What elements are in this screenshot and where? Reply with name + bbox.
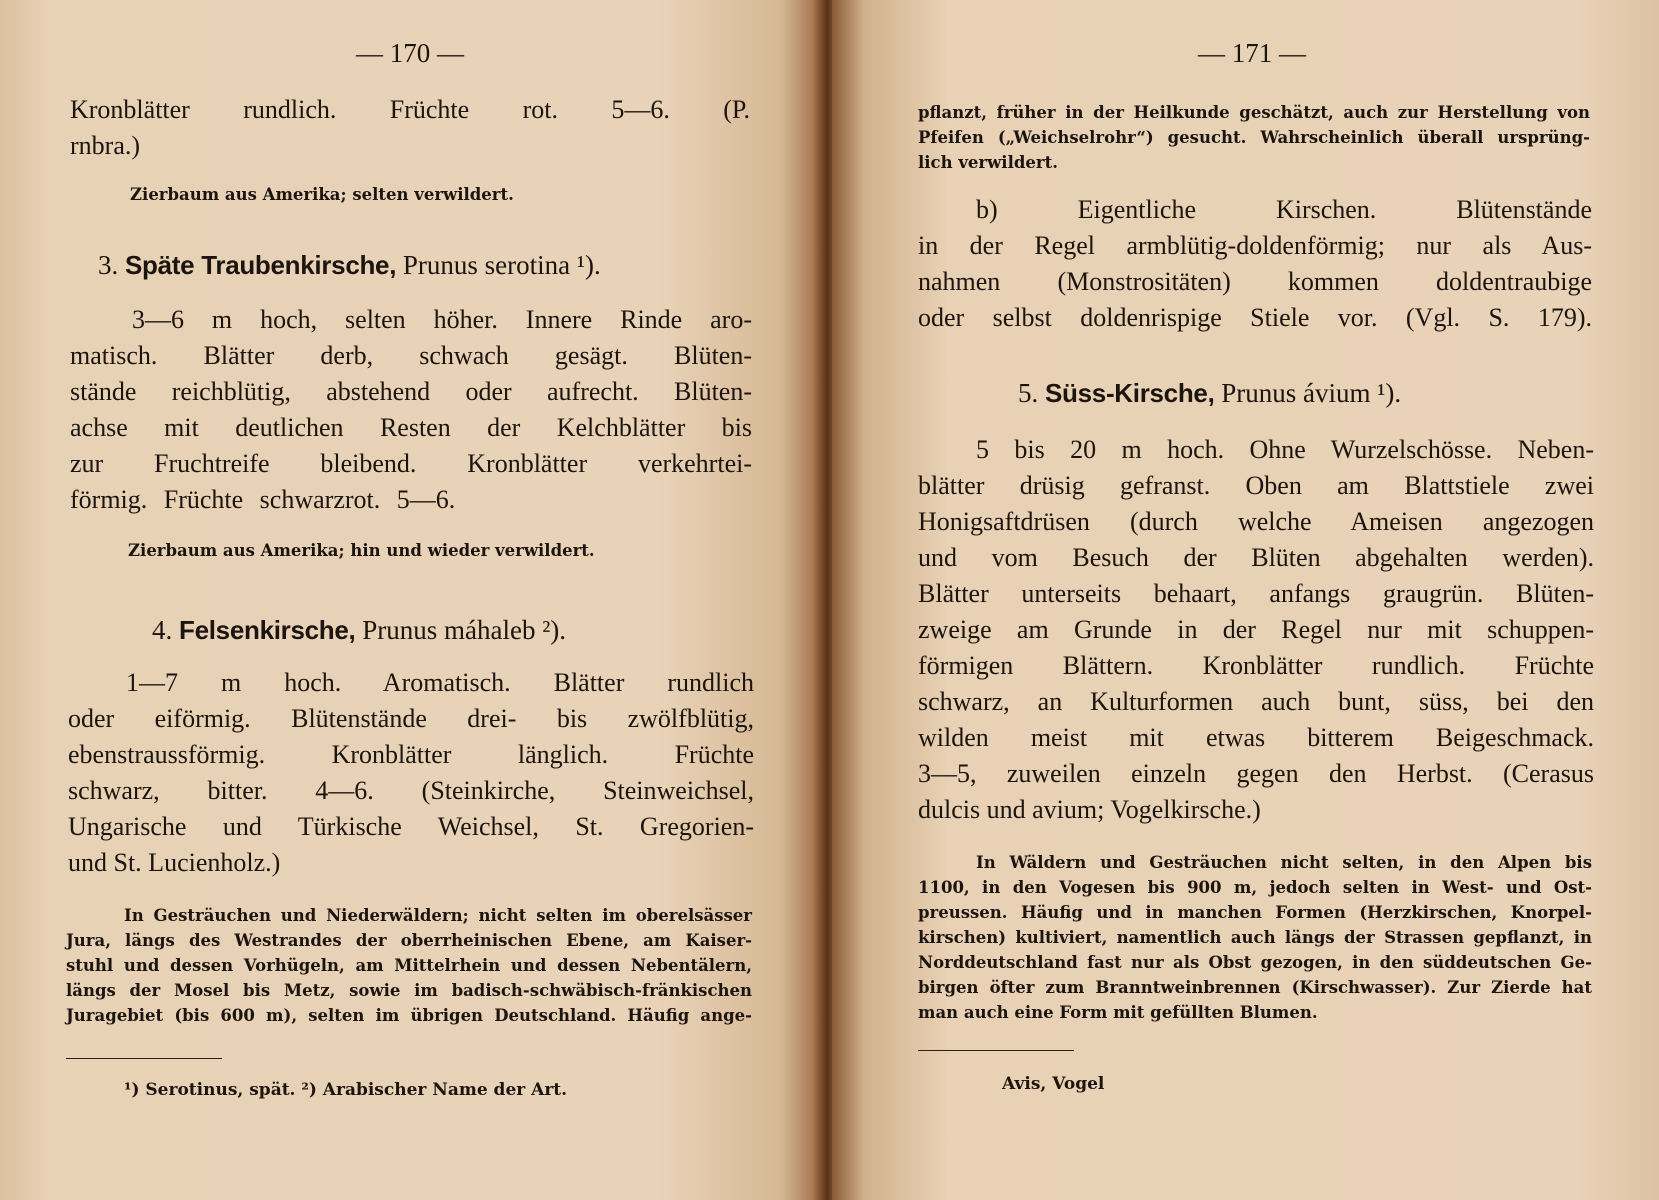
text-line: achse mit deutlichen Resten der Kelchblätter bis (70, 413, 752, 442)
text-line: pflanzt, früher in der Heilkunde geschätzt, auch zur Herstellung von (918, 103, 1590, 122)
text-line: ebenstraussförmig. Kronblätter länglich. Früchte (68, 740, 754, 769)
text-line: 3—5, zuweilen einzeln gegen den Herbst. (Cerasus (918, 759, 1594, 788)
text-line: Blätter unterseits behaart, anfangs graugrün. Blüten- (918, 579, 1594, 608)
text-line: oder eiförmig. Blütenstände drei- bis zwölfblütig, (68, 704, 754, 733)
footnote-rule (918, 1050, 1074, 1051)
text-line: dulcis und avium; Vogelkirsche.) (918, 795, 1261, 824)
entry-latin-name: Prunus serotina ¹). (402, 250, 601, 280)
entry-number: 4. (152, 615, 173, 645)
entry-4-description (68, 665, 754, 881)
entry-3-description (70, 302, 752, 518)
top-paragraph (70, 92, 750, 164)
text-line: schwarz, bitter. 4—6. (Steinkirche, Steinweichsel, (68, 776, 754, 805)
entry-latin-name: Prunus ávium ¹). (1221, 378, 1402, 408)
text-line: und St. Lucienholz.) (68, 848, 281, 877)
text-line: b) Eigentliche Kirschen. Blütenstände (976, 195, 1592, 224)
text-line: und vom Besuch der Blüten abgehalten werden). (918, 543, 1594, 572)
top-note (918, 100, 1590, 175)
text-line: stände reichblütig, abstehend oder aufrecht. Blüten- (70, 377, 752, 406)
text-line: in der Regel armblütig-doldenförmig; nur als Aus- (918, 231, 1592, 260)
entry-name: Späte Traubenkirsche, (125, 250, 397, 280)
entry-3-note: Zierbaum aus Amerika; hin und wieder verwildert. (128, 541, 595, 560)
text-line: 1100, in den Vogesen bis 900 m, jedoch selten in West- und Ost- (918, 878, 1592, 897)
text-line: preussen. Häufig und in manchen Formen (Herzkirschen, Knorpel- (918, 903, 1592, 922)
text-line: förmig. Früchte schwarzrot. 5—6. (70, 485, 456, 514)
text-line: nahmen (Monstrositäten) kommen doldentraubige (918, 267, 1592, 296)
text-line: Kronblätter rundlich. Früchte rot. 5—6. (P. (70, 95, 750, 124)
text-line: förmigen Blättern. Kronblätter rundlich. Früchte (918, 651, 1594, 680)
text-line: oder selbst doldenrispige Stiele vor. (Vgl. S. 179). (918, 303, 1592, 332)
text-line: 3—6 m hoch, selten höher. Innere Rinde aro- (132, 305, 752, 334)
footnote: Avis, Vogel (1002, 1074, 1105, 1094)
text-line: Honigsaftdrüsen (durch welche Ameisen angezogen (918, 507, 1594, 536)
footnote: ¹) Serotinus, spät. ²) Arabischer Name der Art. (124, 1080, 568, 1100)
entry-name: Felsenkirsche, (179, 615, 356, 645)
text-line: blätter drüsig gefranst. Oben am Blattstiele zwei (918, 471, 1594, 500)
text-line: In Gesträuchen und Niederwäldern; nicht selten im oberelsässer (124, 906, 752, 925)
text-line: 5 bis 20 m hoch. Ohne Wurzelschösse. Neben- (976, 435, 1594, 464)
text-line: rnbra.) (70, 131, 141, 160)
text-line: wilden meist mit etwas bitterem Beigeschmack. (918, 723, 1594, 752)
right-page (832, 0, 1659, 1200)
text-line: Pfeifen („Weichselrohr“) gesucht. Wahrscheinlich überall ursprüng- (918, 128, 1590, 147)
entry-4-heading (152, 615, 566, 646)
text-line: stuhl und dessen Vorhügeln, am Mittelrhein und dessen Nebentälern, (66, 956, 752, 975)
entry-4-note (66, 903, 752, 1028)
left-page (0, 0, 822, 1200)
entry-name: Süss-Kirsche, (1045, 378, 1215, 408)
text-line: lich verwildert. (918, 153, 1058, 172)
text-line: birgen öfter zum Branntweinbrennen (Kirschwasser). Zur Zierde hat (918, 978, 1592, 997)
entry-3-heading (98, 250, 601, 281)
entry-number: 3. (98, 250, 119, 280)
entry-5-note (918, 850, 1592, 1025)
text-line: 1—7 m hoch. Aromatisch. Blätter rundlich (126, 668, 754, 697)
page-number: — 170 — (356, 38, 464, 68)
text-line: zur Fruchtreife bleibend. Kronblätter verkehrtei- (70, 449, 752, 478)
entry-5-description (918, 432, 1594, 828)
text-line: man auch eine Form mit gefüllten Blumen. (918, 1003, 1318, 1022)
text-line: längs der Mosel bis Metz, sowie im badisch-schwäbisch-fränkischen (66, 981, 752, 1000)
text-line: In Wäldern und Gesträuchen nicht selten, in den Alpen bis (976, 853, 1592, 872)
entry-number: 5. (1018, 378, 1039, 408)
text-line: matisch. Blätter derb, schwach gesägt. Blüten- (70, 341, 752, 370)
text-line: kirschen) kultiviert, namentlich auch längs der Strassen gepflanzt, in (918, 928, 1592, 947)
text-line: Jura, längs des Westrandes der oberrheinischen Ebene, am Kaiser- (66, 931, 752, 950)
text-line: zweige am Grunde in der Regel nur mit schuppen- (918, 615, 1594, 644)
entry-5-heading (1018, 378, 1401, 409)
text-line: Norddeutschland fast nur als Obst gezogen, in den süddeutschen Ge- (918, 953, 1592, 972)
top-note: Zierbaum aus Amerika; selten verwildert. (130, 185, 514, 204)
page-number: — 171 — (1198, 38, 1306, 68)
text-line: Juragebiet (bis 600 m), selten im übrigen Deutschland. Häufig ange- (66, 1006, 752, 1025)
text-line: Ungarische und Türkische Weichsel, St. Gregorien- (68, 812, 754, 841)
footnote-rule (66, 1058, 222, 1059)
entry-latin-name: Prunus máhaleb ²). (362, 615, 567, 645)
text-line: schwarz, an Kulturformen auch bunt, süss, bei den (918, 687, 1594, 716)
section-b-paragraph (918, 192, 1592, 336)
